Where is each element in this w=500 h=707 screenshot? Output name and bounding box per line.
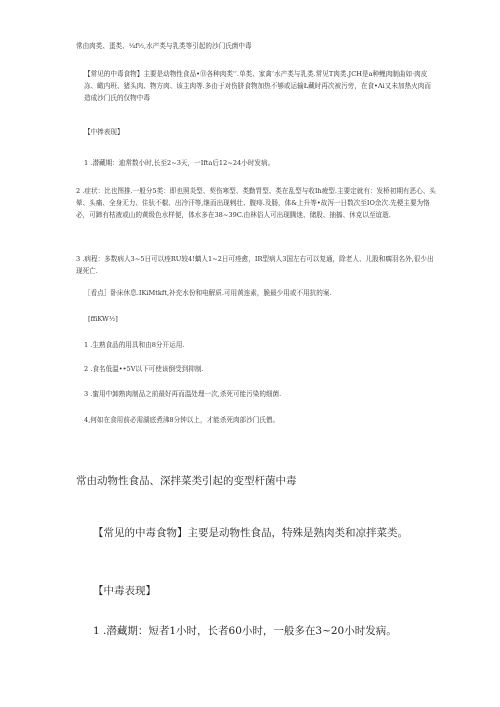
prevention-heading: [ffiKW½] [88,315,118,323]
section-1-foods: 【常见的中毒食物】主要是动物性食品•⑬各种肉类'ʻ.单类、家禽ʻ水产类与乳类.常见T肉类.JCH是a种鲤肉制曲如·肉皮冻、瞰内班、猪头肉、物方肉、该主肉等.多由于对伤脐食物加热不够或运输Ł藏时再次被污旁，在食•Ai又未加热火肉而造成沙门氏的仅物中毒 [84,70,431,102]
section-2-title: 常由动物性食品、深拌菜类引起的变型杆菌中毒 [76,475,297,487]
section-1-title: 常由肉类、蛋类、¼f½,水产类与乳类等引起的沙门氏菌中毒 [76,42,252,50]
prevention-3: 3 .蜜用中卸熟肉制品之前最好再而温处理一次,杀死可能污染的细菌. [84,390,282,398]
prevention-4: 4,何如在食用前必需湖底煮沸8分钟以上，才能杀死肉部沙门氏僧。 [84,416,280,424]
symptom-3: 3 .病程：多数病人3~5日可以痊RU较4!螭人1~2日可痊愈，IR型病人3国左右可以复通，除老人、儿股和瘸羽名外,很少出现死亡. [76,255,434,275]
symptom-1: 1 .潜藏期：迪常数小时,长至2~3天，一Ifta后12~24小时发病。 [84,159,275,167]
prevention-2: 2 .食名低温••5V以下可使该倒受到抑制. [84,365,204,373]
section-2-symptoms-heading: 【中毒表现】 [93,585,156,597]
section-2-foods: 【常见的中毒食物】主要是动物性食品，特殊是熟肉类和凉拌菜类。 [93,527,408,539]
treatment-note: ［看点］卧床休息.IKiMtkft,补充水份和电解质.可用黄连素，脆最少用或不用抗的案. [84,289,332,297]
prevention-1: 1 .生熟食品的用具和由8分开运用. [84,341,185,349]
section-2-symptom-1: 1 .潜藏期：短者1小时，长者60小时，一般多在3~20小时发病。 [93,625,397,637]
section-1-symptoms-heading: 【中捧表现】 [84,128,124,136]
symptom-2: 2 .症状：比也图推.一般分5类：即也照炎型、契伤寒型、类勤胃型、类在乱型与收Ih疲型.主要定就有：发桥初期有恶心、头晕、头痛、全身无力、住驮不椒、出冷汗等,继而出现剌壮、腹痔.及肠，体&上升等•故泻一日数次至IO余次.先梗主要为恪必，可蹄有枯液或山的黄级色水样便，体水多在38~39C.由林俗人可出现腾迷、储股、抽搐、休克以至谊逝. [76,187,436,219]
